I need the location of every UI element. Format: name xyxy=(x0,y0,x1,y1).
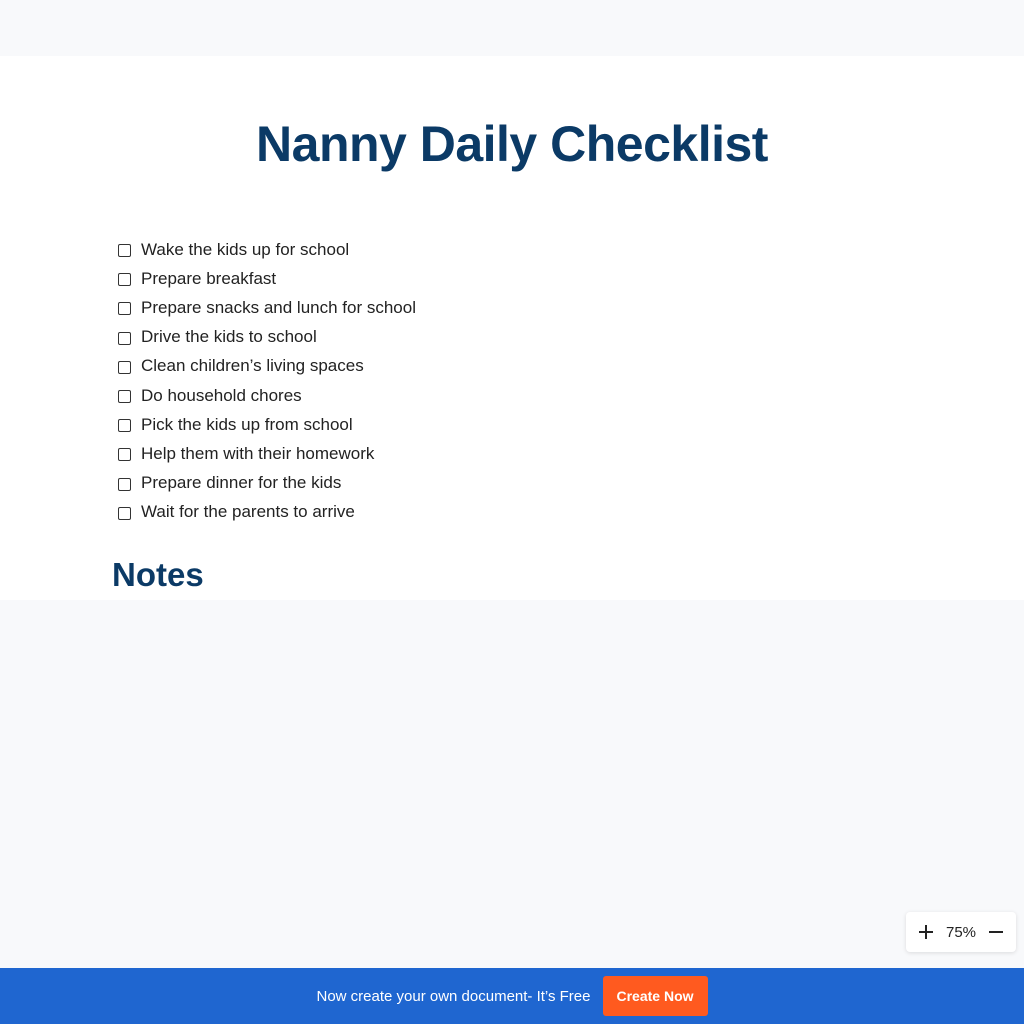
checklist-item xyxy=(118,323,416,352)
checklist-item xyxy=(118,235,416,264)
checkbox[interactable] xyxy=(118,332,131,345)
zoom-out-button[interactable] xyxy=(986,922,1006,942)
checklist-item-label: Pick the kids up from school xyxy=(141,414,353,434)
checklist-item xyxy=(118,498,416,527)
checkbox[interactable] xyxy=(118,361,131,374)
checklist-item xyxy=(118,352,416,381)
checklist-item-label: Drive the kids to school xyxy=(141,327,317,347)
checkbox[interactable] xyxy=(118,244,131,257)
checklist-item xyxy=(118,469,416,498)
checklist-item xyxy=(118,410,416,439)
notes-heading: Notes xyxy=(112,556,204,593)
document-title: Nanny Daily Checklist xyxy=(256,116,768,172)
checkbox[interactable] xyxy=(118,507,131,520)
checklist-item-label: Prepare dinner for the kids xyxy=(141,473,342,493)
zoom-level: 75% xyxy=(945,923,977,941)
checklist-item-label: Do household chores xyxy=(141,385,302,405)
checklist-item-label: Wake the kids up for school xyxy=(141,239,350,259)
cta-banner xyxy=(0,968,1024,1024)
zoom-in-button[interactable] xyxy=(916,922,936,942)
checklist-item xyxy=(118,381,416,410)
checkbox[interactable] xyxy=(118,448,131,461)
plus-icon xyxy=(916,922,936,942)
minus-icon xyxy=(986,922,1006,942)
checklist-item-label: Wait for the parents to arrive xyxy=(141,502,355,522)
checklist-item-label: Prepare breakfast xyxy=(141,268,277,288)
checkbox[interactable] xyxy=(118,390,131,403)
checklist-item xyxy=(118,293,416,322)
cta-text: Now create your own document- It’s Free xyxy=(316,987,591,1005)
checklist-item-label: Help them with their homework xyxy=(141,443,375,463)
checkbox[interactable] xyxy=(118,302,131,315)
checklist-item xyxy=(118,439,416,468)
checklist-item-label: Clean children’s living spaces xyxy=(141,356,364,376)
checklist-item xyxy=(118,264,416,293)
checkbox[interactable] xyxy=(118,419,131,432)
checklist xyxy=(118,235,416,527)
document-page xyxy=(0,56,1024,600)
checklist-item-label: Prepare snacks and lunch for school xyxy=(141,297,416,317)
create-now-button[interactable]: Create Now xyxy=(603,976,708,1016)
zoom-control xyxy=(906,912,1016,952)
checkbox[interactable] xyxy=(118,478,131,491)
checkbox[interactable] xyxy=(118,273,131,286)
